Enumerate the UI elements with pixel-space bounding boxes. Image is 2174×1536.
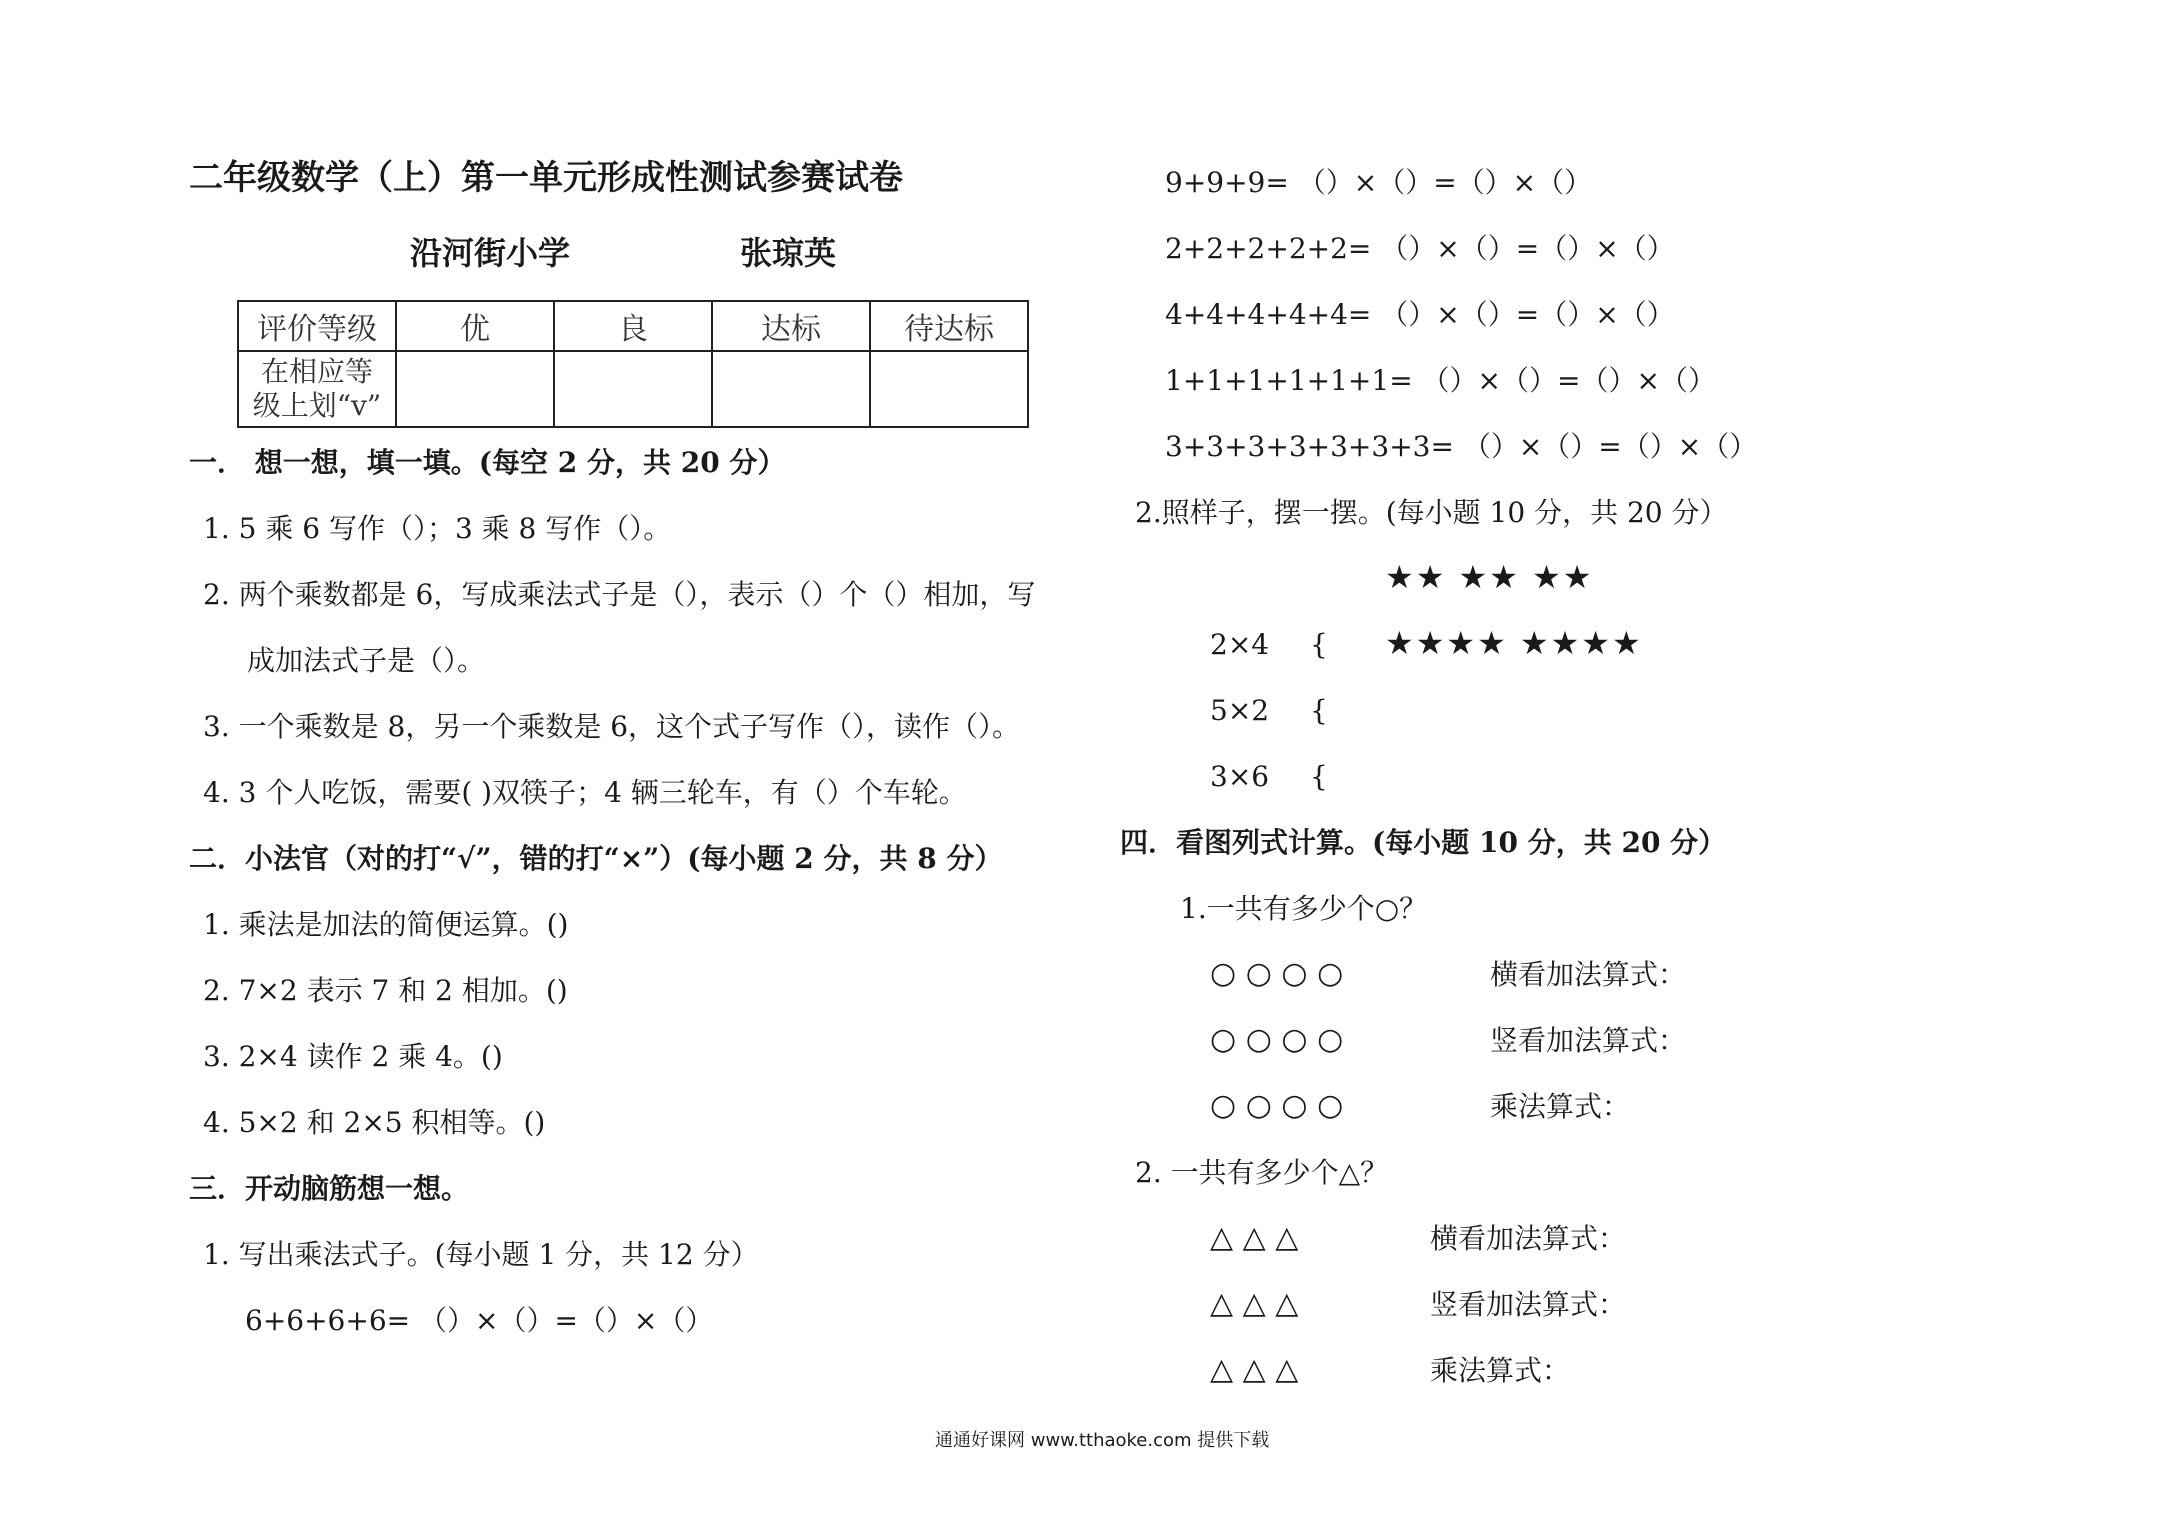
triangles-row: △ △ △ xyxy=(1210,1286,1299,1321)
section3-sub2: 2.照样子，摆一摆。(每小题 10 分，共 20 分） xyxy=(1135,496,1728,529)
answer-label: 乘法算式： xyxy=(1430,1354,1571,1387)
footer-credit: 通通好课网 www.tthaoke.com 提供下载 xyxy=(935,1430,1270,1451)
school-name: 沿河街小学 xyxy=(410,234,571,272)
eval-mark-row xyxy=(238,351,1028,427)
section4-q1-title: 1.一共有多少个○？ xyxy=(1180,892,1428,925)
equation: 6+6+6+6= （）×（）=（）×（） xyxy=(245,1304,714,1337)
equation: 3+3+3+3+3+3+3= （）×（）=（）×（） xyxy=(1165,430,1758,463)
equation: 4+4+4+4+4= （）×（）=（）×（） xyxy=(1165,298,1675,331)
eval-row-label xyxy=(238,351,396,427)
eval-header-cell: 待达标 xyxy=(870,301,1028,351)
circles-row: ○ ○ ○ ○ xyxy=(1210,1088,1344,1123)
eval-mark-cell[interactable] xyxy=(870,351,1028,427)
eval-mark-cell[interactable] xyxy=(554,351,712,427)
equation: 1+1+1+1+1+1= （）×（）=（）×（） xyxy=(1165,364,1716,397)
question-expression: 5×2 xyxy=(1210,694,1270,727)
triangles-row: △ △ △ xyxy=(1210,1220,1299,1255)
section4-q2-title: 2. 一共有多少个△？ xyxy=(1135,1156,1389,1189)
equation: 9+9+9= （）×（）=（）×（） xyxy=(1165,166,1593,199)
section2-item: 1. 乘法是加法的简便运算。() xyxy=(203,908,569,941)
page-title: 二年级数学（上）第一单元形成性测试参赛试卷 xyxy=(189,158,903,198)
example-expression: 2×4 xyxy=(1210,628,1270,661)
eval-header-cell: 达标 xyxy=(712,301,870,351)
section3-sub1: 1. 写出乘法式子。(每小题 1 分，共 12 分） xyxy=(203,1238,759,1271)
eval-header-cell: 评价等级 xyxy=(238,301,396,351)
answer-label: 竖看加法算式： xyxy=(1490,1024,1687,1057)
equation: 2+2+2+2+2= （）×（）=（）×（） xyxy=(1165,232,1675,265)
answer-label: 横看加法算式： xyxy=(1430,1222,1627,1255)
eval-mark-cell[interactable] xyxy=(396,351,554,427)
circles-row: ○ ○ ○ ○ xyxy=(1210,1022,1344,1057)
section2-heading: 二．小法官（对的打“√”，错的打“×”）(每小题 2 分，共 8 分） xyxy=(189,842,1003,875)
answer-label: 横看加法算式： xyxy=(1490,958,1687,991)
section2-item: 2. 7×2 表示 7 和 2 相加。() xyxy=(203,974,568,1007)
answer-label: 竖看加法算式： xyxy=(1430,1288,1627,1321)
brace: { xyxy=(1310,628,1328,661)
brace: { xyxy=(1310,760,1328,793)
stars-example-row1: ★★ ★★ ★★ xyxy=(1385,558,1594,596)
section4-heading: 四．看图列式计算。(每小题 10 分，共 20 分） xyxy=(1120,826,1727,859)
eval-header-cell: 良 xyxy=(554,301,712,351)
eval-header-row xyxy=(238,301,1028,351)
eval-row-label-line: 级上划“v” xyxy=(252,389,382,422)
section1-item: 成加法式子是（）。 xyxy=(247,644,486,677)
evaluation-table xyxy=(237,300,1029,428)
brace: { xyxy=(1310,694,1328,727)
section2-item: 4. 5×2 和 2×5 积相等。() xyxy=(203,1106,546,1139)
eval-mark-cell[interactable] xyxy=(712,351,870,427)
stars-example-row2: ★★★★ ★★★★ xyxy=(1385,624,1643,662)
section1-item: 1. 5 乘 6 写作（）；3 乘 8 写作（）。 xyxy=(203,512,672,545)
section1-item: 2. 两个乘数都是 6，写成乘法式子是（），表示（）个（）相加，写 xyxy=(203,578,1036,611)
question-expression: 3×6 xyxy=(1210,760,1270,793)
section1-item: 4. 3 个人吃饭，需要( )双筷子；4 辆三轮车，有（）个车轮。 xyxy=(203,776,967,809)
section1-item: 3. 一个乘数是 8，另一个乘数是 6，这个式子写作（），读作（）。 xyxy=(203,710,1021,743)
eval-header-cell: 优 xyxy=(396,301,554,351)
eval-row-label-line: 在相应等 xyxy=(260,355,373,388)
section2-item: 3. 2×4 读作 2 乘 4。() xyxy=(203,1040,503,1073)
circles-row: ○ ○ ○ ○ xyxy=(1210,956,1344,991)
triangles-row: △ △ △ xyxy=(1210,1352,1299,1387)
answer-label: 乘法算式： xyxy=(1490,1090,1631,1123)
section3-heading: 三．开动脑筋想一想。 xyxy=(189,1172,470,1205)
section1-heading: 一． 想一想，填一填。(每空 2 分，共 20 分） xyxy=(189,446,786,479)
author-name: 张琼英 xyxy=(740,234,837,272)
